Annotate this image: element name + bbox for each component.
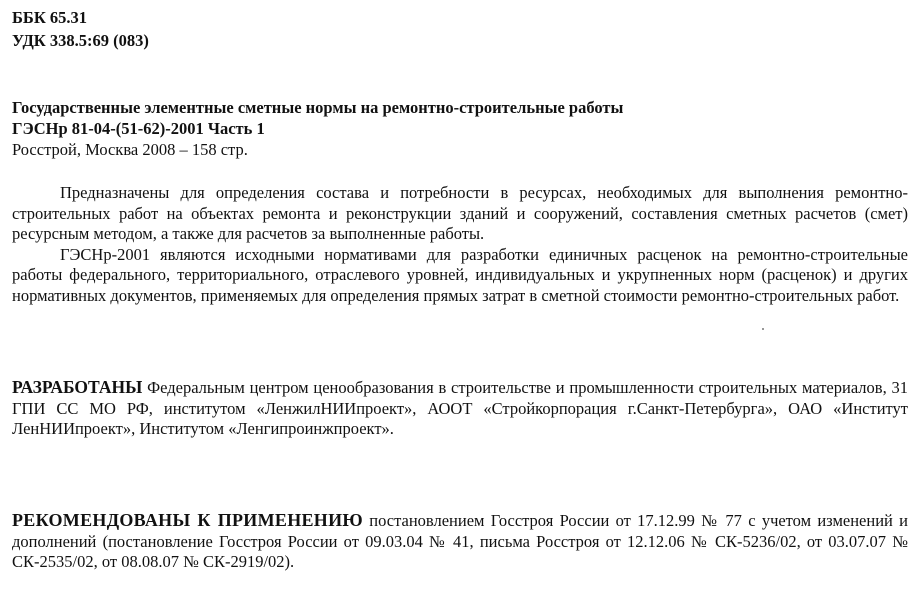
recommended-block: [12, 510, 908, 573]
description-paragraph-2: ГЭСНр-2001 являются исходными нормативами для разработки единичных расценок на ремонтно-строительные работы федерального, территориального, отраслевого уровней, индивидуальных и укрупненных норм (расценок) и других нормативных документов, применяемых для определения прямых затрат в сметной стоимости ремонтно-строительных работ.: [12, 244, 908, 305]
recommended-label: РЕКОМЕНДОВАНЫ К ПРИМЕНЕНИЮ: [12, 510, 363, 530]
recommended-text: постановлением Госстроя России от 17.12.99 № 77 с учетом изменений и дополнений (постановление Госстроя России от 09.03.04 № 41, письма Росстроя от 12.12.06 № СК-5236/02, от 03.07.07 № СК-2535/02, от 08.08.07 № СК-2919/02).: [12, 511, 908, 571]
developed-label: РАЗРАБОТАНЫ: [12, 377, 143, 397]
developed-block: [12, 377, 908, 440]
document-code: ГЭСНр 81-04-(51-62)-2001 Часть 1: [12, 119, 265, 138]
document-imprint: Росстрой, Москва 2008 – 158 стр.: [12, 140, 248, 159]
description-block: [12, 183, 908, 306]
developed-text: Федеральным центром ценообразования в строительстве и промышленности строительных материалов, 31 ГПИ СС МО РФ, институтом «ЛенжилНИИпроект», АООТ «Стройкорпорация г.Санкт-Петербурга», ОАО «Институт ЛенНИИпроект», Институтом «Ленгипроинжпроект».: [12, 378, 908, 438]
scan-speck: [762, 328, 764, 330]
bbk-code: ББК 65.31: [12, 8, 88, 27]
udk-code: УДК 338.5:69 (083): [12, 31, 149, 50]
document-title: Государственные элементные сметные нормы на ремонтно-строительные работы: [12, 98, 624, 117]
description-paragraph-1: Предназначены для определения состава и потребности в ресурсах, необходимых для выполнения ремонтно-строительных работ на объектах ремонта и реконструкции зданий и сооружений, составления сметных расчетов (смет) ресурсным методом, а также для расчетов за выполненные работы.: [12, 183, 908, 243]
